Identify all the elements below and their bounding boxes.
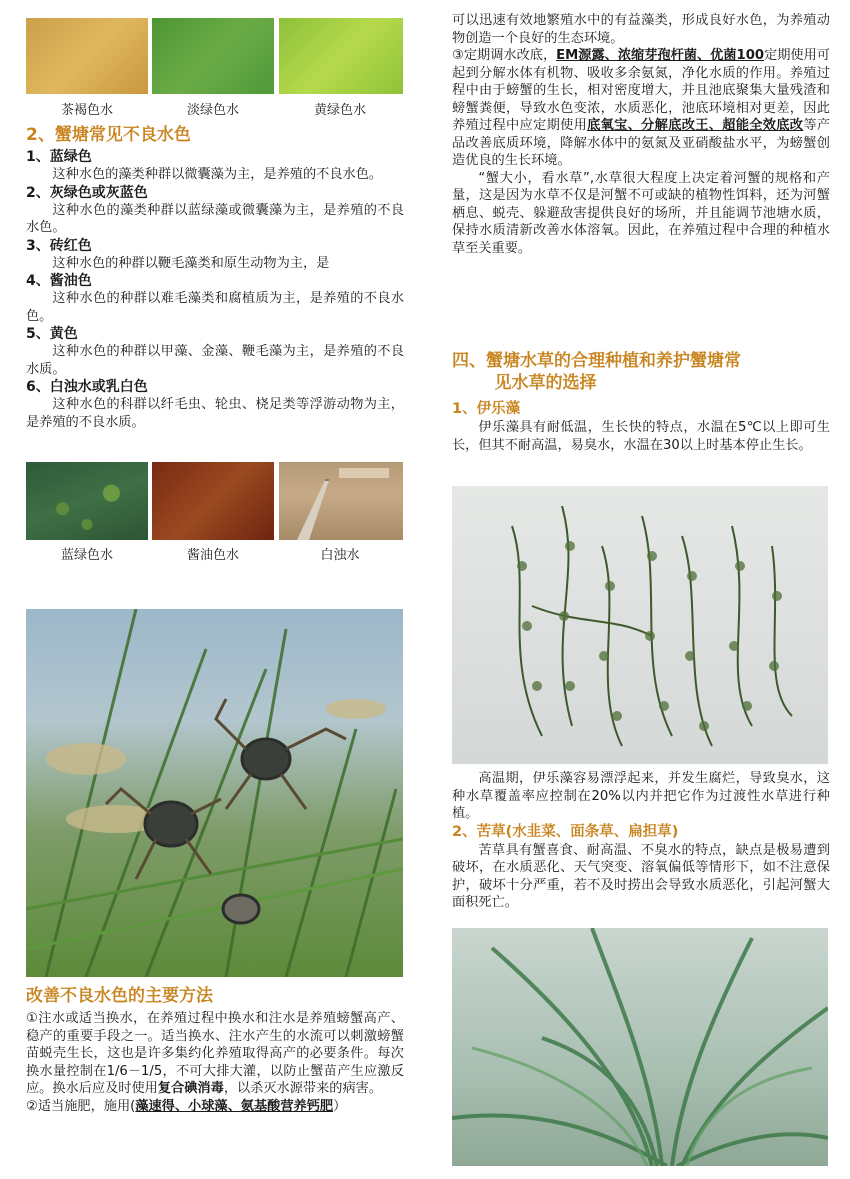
bad-color-heading-5: 5、黄色 xyxy=(26,326,78,342)
eelgrass-illustration xyxy=(452,928,828,1166)
right-p2-bold: EM源露、浓缩芽孢杆菌、优菌100 xyxy=(556,48,765,63)
swatch-yellow-green xyxy=(279,18,403,94)
right-p3: “蟹大小，看水草”,水草很大程度上决定着河蟹的规格和产量，这是因为水草不仅是河蟹不可或缺的植物性饵料，还为河蟹栖息、蜕壳、躲避敌害提供良好的场所，并且能调节池塘水质，保持水质清新改善水体溶氧。因此，在养殖过程中合理的种植水草至关重要。 xyxy=(452,170,830,256)
bad-color-text-3: 这种水色的种群以鞭毛藻类和原生动物为主，是 xyxy=(52,255,330,271)
improve-p2 xyxy=(26,1098,404,1116)
swatch-label-blue-green: 蓝绿色水 xyxy=(60,548,113,563)
improve-p2-end: ） xyxy=(333,1098,347,1114)
swatch-label-tea-brown: 茶褐色水 xyxy=(60,103,113,118)
section4-continued xyxy=(452,770,830,912)
swatch-label-soy-sauce: 酱油色水 xyxy=(186,548,239,563)
section4-title-line1: 四、蟹塘水草的合理种植和养护蟹塘常 xyxy=(452,351,741,371)
eelgrass-photo xyxy=(452,928,828,1166)
elodea-photo xyxy=(452,486,828,764)
section4-sub1: 1、伊乐藻 xyxy=(452,401,521,417)
swatch-soy-sauce xyxy=(152,462,274,540)
swatch-label-light-green: 淡绿色水 xyxy=(186,103,239,118)
improve-section xyxy=(26,985,404,1115)
swatch-label-yellow-green: 黄绿色水 xyxy=(313,103,366,118)
bad-color-text-4: 这种水色的种群以难毛藻类和腐植质为主，是养殖的不良水色。 xyxy=(26,291,404,324)
bad-color-heading-1: 1、蓝绿色 xyxy=(26,149,92,165)
improve-p1 xyxy=(26,1010,404,1098)
right-top-section xyxy=(452,12,830,257)
improve-p2-bold: 藻速得、小球藻、氨基酸营养钙肥 xyxy=(135,1098,334,1114)
section4-sub1-text: 伊乐藻具有耐低温，生长快的特点，水温在5℃以上即可生长，但其不耐高温，易臭水，水温在30以上时基本停止生长。 xyxy=(452,420,830,453)
bad-color-heading-2: 2、灰绿色或灰蓝色 xyxy=(26,184,148,201)
section4-sub2: 2、苦草(水韭菜、面条草、扁担草) xyxy=(452,823,679,840)
right-p2-end: 等产品改善底质环境，降解水体中的氨氮及亚硝酸盐水平，为螃蟹创造优良的生长环境。 xyxy=(452,118,831,168)
crab-illustration xyxy=(26,609,403,977)
right-p1: 可以迅速有效地繁殖水中的有益藻类，形成良好水色，为养殖动物创造一个良好的生态环境。 xyxy=(452,13,830,46)
improve-p2-text: ②适当施肥，施用( xyxy=(26,1098,136,1114)
bad-colors-section xyxy=(26,124,404,431)
dock-illustration xyxy=(279,462,403,540)
section4 xyxy=(452,350,830,454)
right-p2-start: ③定期调水改底， xyxy=(452,48,557,63)
bad-color-text-2: 这种水色的藻类种群以蓝绿藻或微囊藻为主，是养殖的不良水色。 xyxy=(26,202,404,235)
bad-colors-title: 2、蟹塘常见不良水色 xyxy=(26,125,191,145)
bad-color-heading-4: 4、酱油色 xyxy=(26,273,92,289)
section4-sub2-text: 苦草具有蟹喜食、耐高温、不臭水的特点，缺点是极易遭到破坏，在水质恶化、天气突变、溶氧偏低等情形下，如不注意保护，破坏十分严重，若不及时捞出会导致水质恶化，引起河蟹大面积死亡。 xyxy=(452,842,830,910)
bad-color-text-1: 这种水色的藻类种群以微囊藻为主，是养殖的不良水色。 xyxy=(52,167,383,182)
swatch-tea-brown xyxy=(26,18,148,94)
right-p2-bold2: 底氧宝、分解底改王、超能全效底改 xyxy=(587,118,804,133)
improve-p1-text: ①注水或适当换水，在养殖过程中换水和注水是养殖螃蟹高产、稳产的重要手段之一。适当换水、注水产生的水流可以刺激螃蟹苗蜕壳生长，这也是许多集约化养殖取得高产的必要条件。每次换水量控制在1/6－1/5，不可大排大灌，以防止蟹苗产生应激反应。换水后应及时使用 xyxy=(26,1011,404,1096)
bad-color-heading-6: 6、白浊水或乳白色 xyxy=(26,379,148,395)
swatch-label-milky-white: 白浊水 xyxy=(320,548,360,563)
bad-color-heading-3: 3、砖红色 xyxy=(26,237,92,254)
right-p2 xyxy=(452,47,830,170)
bad-color-text-5: 这种水色的种群以甲藻、金藻、鞭毛藻为主，是养殖的不良水质。 xyxy=(26,344,404,377)
section4-sub1-text2: 高温期，伊乐藻容易漂浮起来，并发生腐烂，导致臭水，这种水草覆盖率应控制在20%以内并把它作为过渡性水草进行种植。 xyxy=(452,771,830,821)
improve-p1-bold: 复合碘消毒 xyxy=(157,1081,224,1096)
section4-title-line2: 见水草的选择 xyxy=(494,373,597,393)
elodea-illustration xyxy=(452,486,828,764)
swatch-blue-green xyxy=(26,462,148,540)
improve-title: 改善不良水色的主要方法 xyxy=(26,986,213,1006)
bad-color-text-6: 这种水色的科群以纤毛虫、轮虫、桡足类等浮游动物为主，是养殖的不良水质。 xyxy=(26,397,404,430)
right-p2-mid: 定期使用可起到分解水体有机物、吸收多余氨氮，净化水质的作用。养殖过程中由于螃蟹的生长，相对密度增大，并且池底聚集大量残渣和螃蟹粪便，导致水色变浓，水质恶化，池底环境相对更差，因此养殖过程中应定期使用 xyxy=(452,48,830,133)
swatch-light-green xyxy=(152,18,274,94)
improve-p1-end: ，以杀灭水源带来的病害。 xyxy=(223,1081,383,1096)
crab-photo xyxy=(26,609,403,977)
